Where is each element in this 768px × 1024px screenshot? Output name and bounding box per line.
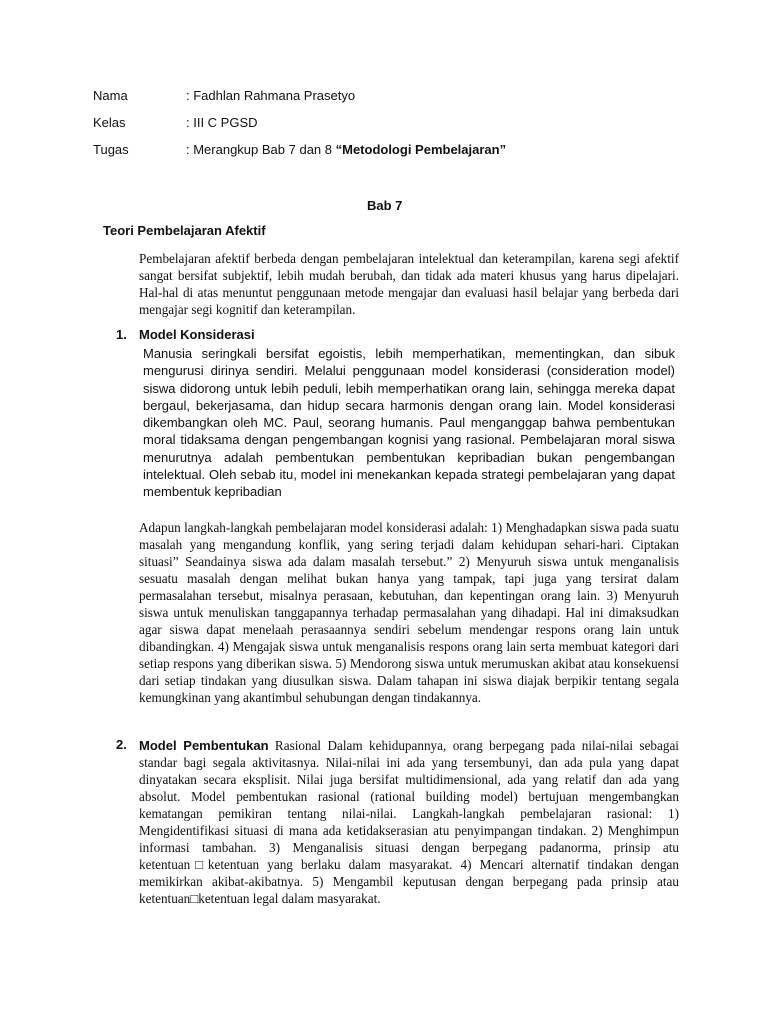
intro-paragraph: Pembelajaran afektif berbeda dengan pembelajaran intelektual dan keterampilan, karena segi afektif sangat bersifat subjektif, lebih mudah berubah, dan tidak ada materi khusus yang harus dipelajari. Hal-hal di atas menuntut penggunaan metode mengajar dan evaluasi hasil belajar yang berbeda dari mengajar segi kognitif dan keterampilan. <box>139 251 679 317</box>
tugas-prefix: : Merangkup Bab 7 dan 8 <box>186 142 336 157</box>
item-1-steps: Adapun langkah-langkah pembelajaran model konsiderasi adalah: 1) Menghadapkan siswa pada suatu masalah yang mengandung konflik, yang sering terjadi dalam kehidupan sehari-hari. Ciptakan situasi” Seandainya siswa ada dalam masalah tersebut.” 2) Menyuruh siswa untuk menganalisis sesuatu masalah dengan melihat bukan hanya yang tampak, tapi juga yang tersirat dalam permasalahan tersebut, misalnya perasaan, kebutuhan, dan kepentingan orang lain. 3) Menyuruh siswa untuk menuliskan tanggapannya terhadap permasalahan yang dihadapi. Hal ini dimaksudkan agar siswa dapat menelaah perasaannya sendiri sebelum mendengar respons orang lain untuk dibandingkan. 4) Mengajak siswa untuk menganalisis respons orang lain serta membuat kategori dari setiap respons yang diberikan siswa. 5) Mendorong siswa untuk merumuskan akibat atau konsekuensi dari setiap tindakan yang diusulkan siswa. Dalam tahapan ini siswa diajak berpikir tentang segala kemungkinan yang akantimbul sehubungan dengan tindakannya. <box>139 520 679 705</box>
item-1-title: Model Konsiderasi <box>139 327 255 342</box>
kelas-value: : III C PGSD <box>186 115 258 130</box>
chapter-heading: Bab 7 <box>367 198 403 213</box>
kelas-label: Kelas <box>93 115 126 130</box>
section-title: Teori Pembelajaran Afektif <box>103 223 266 238</box>
nama-value: : Fadhlan Rahmana Prasetyo <box>186 88 356 103</box>
item-2-title: Model Pembentukan <box>139 738 269 753</box>
nama-label: Nama <box>93 88 128 103</box>
item-2-paragraph <box>139 737 679 907</box>
item-1-number: 1. <box>116 327 127 342</box>
item-2-number: 2. <box>116 737 127 752</box>
tugas-value <box>186 142 506 157</box>
tugas-label: Tugas <box>93 142 129 157</box>
item-2-body: Rasional Dalam kehidupannya, orang berpegang pada nilai-nilai sebagai standar bagi segala aktivitasnya. Nilai-nilai ini ada yang tersembunyi, dan ada pula yang dapat dinyatakan secara eksplisit. Nilai juga bersifat multidimensional, ada yang relatif dan ada yang absolut. Model pembentukan rasional (rational building model) bertujuan mengembangkan kematangan pemikiran tentang nilai-nilai. Langkah-langkah pembelajaran rasional: 1) Mengidentifikasi situasi di mana ada ketidakserasian atu penyimpangan tindakan. 2) Menghimpun informasi tambahan. 3) Menganalisis situasi dengan berpegang padanorma, prinsip atu ketentuan□ketentuan yang berlaku dalam masyarakat. 4) Mencari alternatif tindakan dengan memikirkan akibat-akibatnya. 5) Mengambil keputusan dengan berpegang pada prinsip atau ketentuan□ketentuan legal dalam masyarakat. <box>139 738 679 906</box>
tugas-title: “Metodologi Pembelajaran” <box>335 142 507 157</box>
item-1-body: Manusia seringkali bersifat egoistis, lebih memperhatikan, mementingkan, dan sibuk mengurusi dirinya sendiri. Melalui penggunaan model konsiderasi (consideration model) siswa didorong untuk lebih peduli, lebih memperhatikan orang lain, sehingga mereka dapat bergaul, bekerjasama, dan hidup secara harmonis dengan orang lain. Model konsiderasi dikembangkan oleh MC. Paul, seorang humanis. Paul menganggap bahwa pembentukan moral tidaksama dengan pengembangan kognisi yang rasional. Pembelajaran moral siswa menurutnya adalah pembentukan pembentukan kepribadian bukan pengembangan intelektual. Oleh sebab itu, model ini menekankan kepada strategi pembelajaran yang dapat membentuk kepribadian <box>143 346 675 500</box>
